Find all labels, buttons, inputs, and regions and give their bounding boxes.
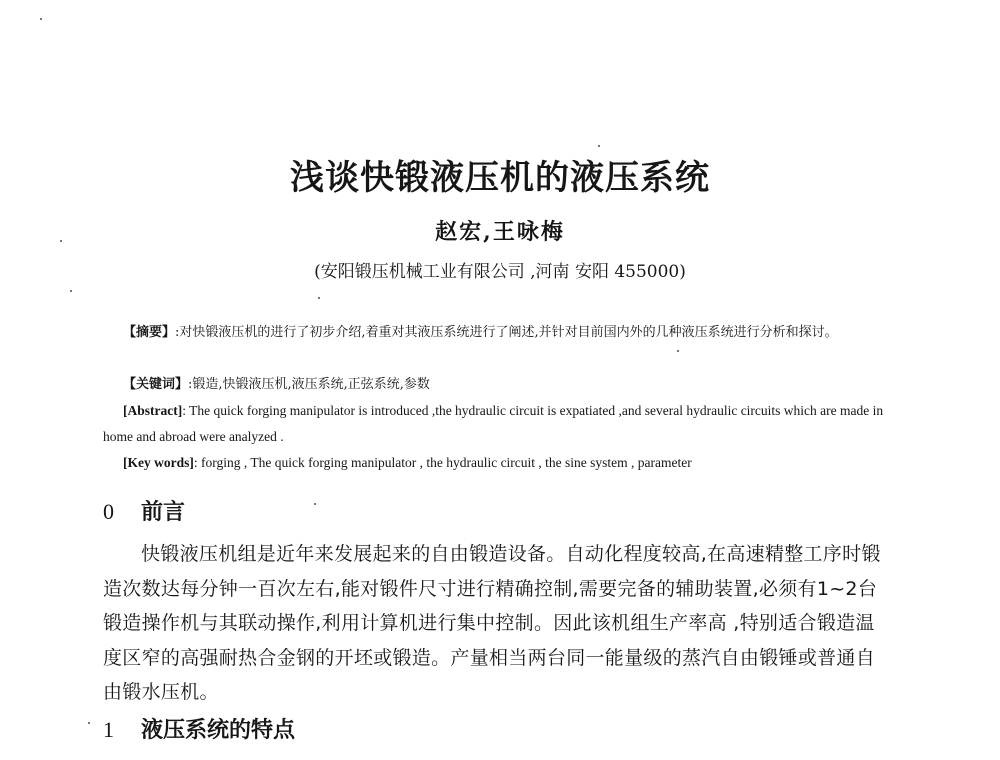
- keywords-cn-text: :锻造,快锻液压机,液压系统,正弦系统,参数: [188, 377, 430, 392]
- scan-speck: [677, 350, 679, 352]
- paper-affiliation: (安阳锻压机械工业有限公司 ,河南 安阳 455000): [314, 262, 686, 282]
- section-title: 液压系统的特点: [141, 718, 296, 743]
- keywords-cn: [103, 372, 893, 398]
- scan-speck: [40, 18, 42, 20]
- abstract-cn-label: 【摘要】: [123, 325, 176, 340]
- abstract-cn: [103, 320, 893, 346]
- section-number: 1: [103, 717, 114, 742]
- paper-title: 浅谈快锻液压机的液压系统: [290, 158, 710, 198]
- section-body: 快锻液压机组是近年来发展起来的自由锻造设备。自动化程度较高,在高速精整工序时锻造次数达每分钟一百次左右,能对锻件尺寸进行精确控制,需要完备的辅助装置,必须有1~2台锻造操作机与其联动操作,利用计算机进行集中控制。因此该机组生产率高 ,特别适合锻造温度区窄的高强耐热合金钢的开坯或锻造。产量相当两台同一能量级的蒸汽自由锻锤或普通自由锻水压机。: [103, 543, 881, 703]
- keywords-en-label: [Key words]: [123, 455, 194, 470]
- scan-speck: [314, 503, 316, 505]
- section-heading-1: [103, 713, 295, 744]
- scan-speck: [60, 240, 62, 242]
- abstract-en: [103, 398, 893, 450]
- scan-speck: [318, 297, 320, 299]
- scan-speck: [598, 145, 600, 147]
- keywords-en-text: : forging , The quick forging manipulator , the hydraulic circuit , the sine system , parameter: [193, 455, 692, 470]
- abstract-en-label: [Abstract]: [123, 403, 183, 418]
- keywords-en: [103, 450, 893, 476]
- scan-speck: [70, 290, 72, 292]
- section-number: 0: [103, 499, 114, 524]
- section-heading-0: [103, 495, 185, 526]
- scan-speck: [88, 722, 90, 724]
- keywords-cn-label: 【关键词】: [123, 377, 189, 392]
- abstract-en-text: : The quick forging manipulator is introduced ,the hydraulic circuit is expatiated ,and several hydraulic circuits which are made in home and abroad were analyzed .: [103, 403, 884, 444]
- paper-authors: 赵宏,王咏梅: [435, 219, 565, 245]
- abstract-cn-text: :对快锻液压机的进行了初步介绍,着重对其液压系统进行了阐述,并针对目前国内外的几种液压系统进行分析和探讨。: [175, 325, 838, 340]
- section-title: 前言: [141, 500, 186, 525]
